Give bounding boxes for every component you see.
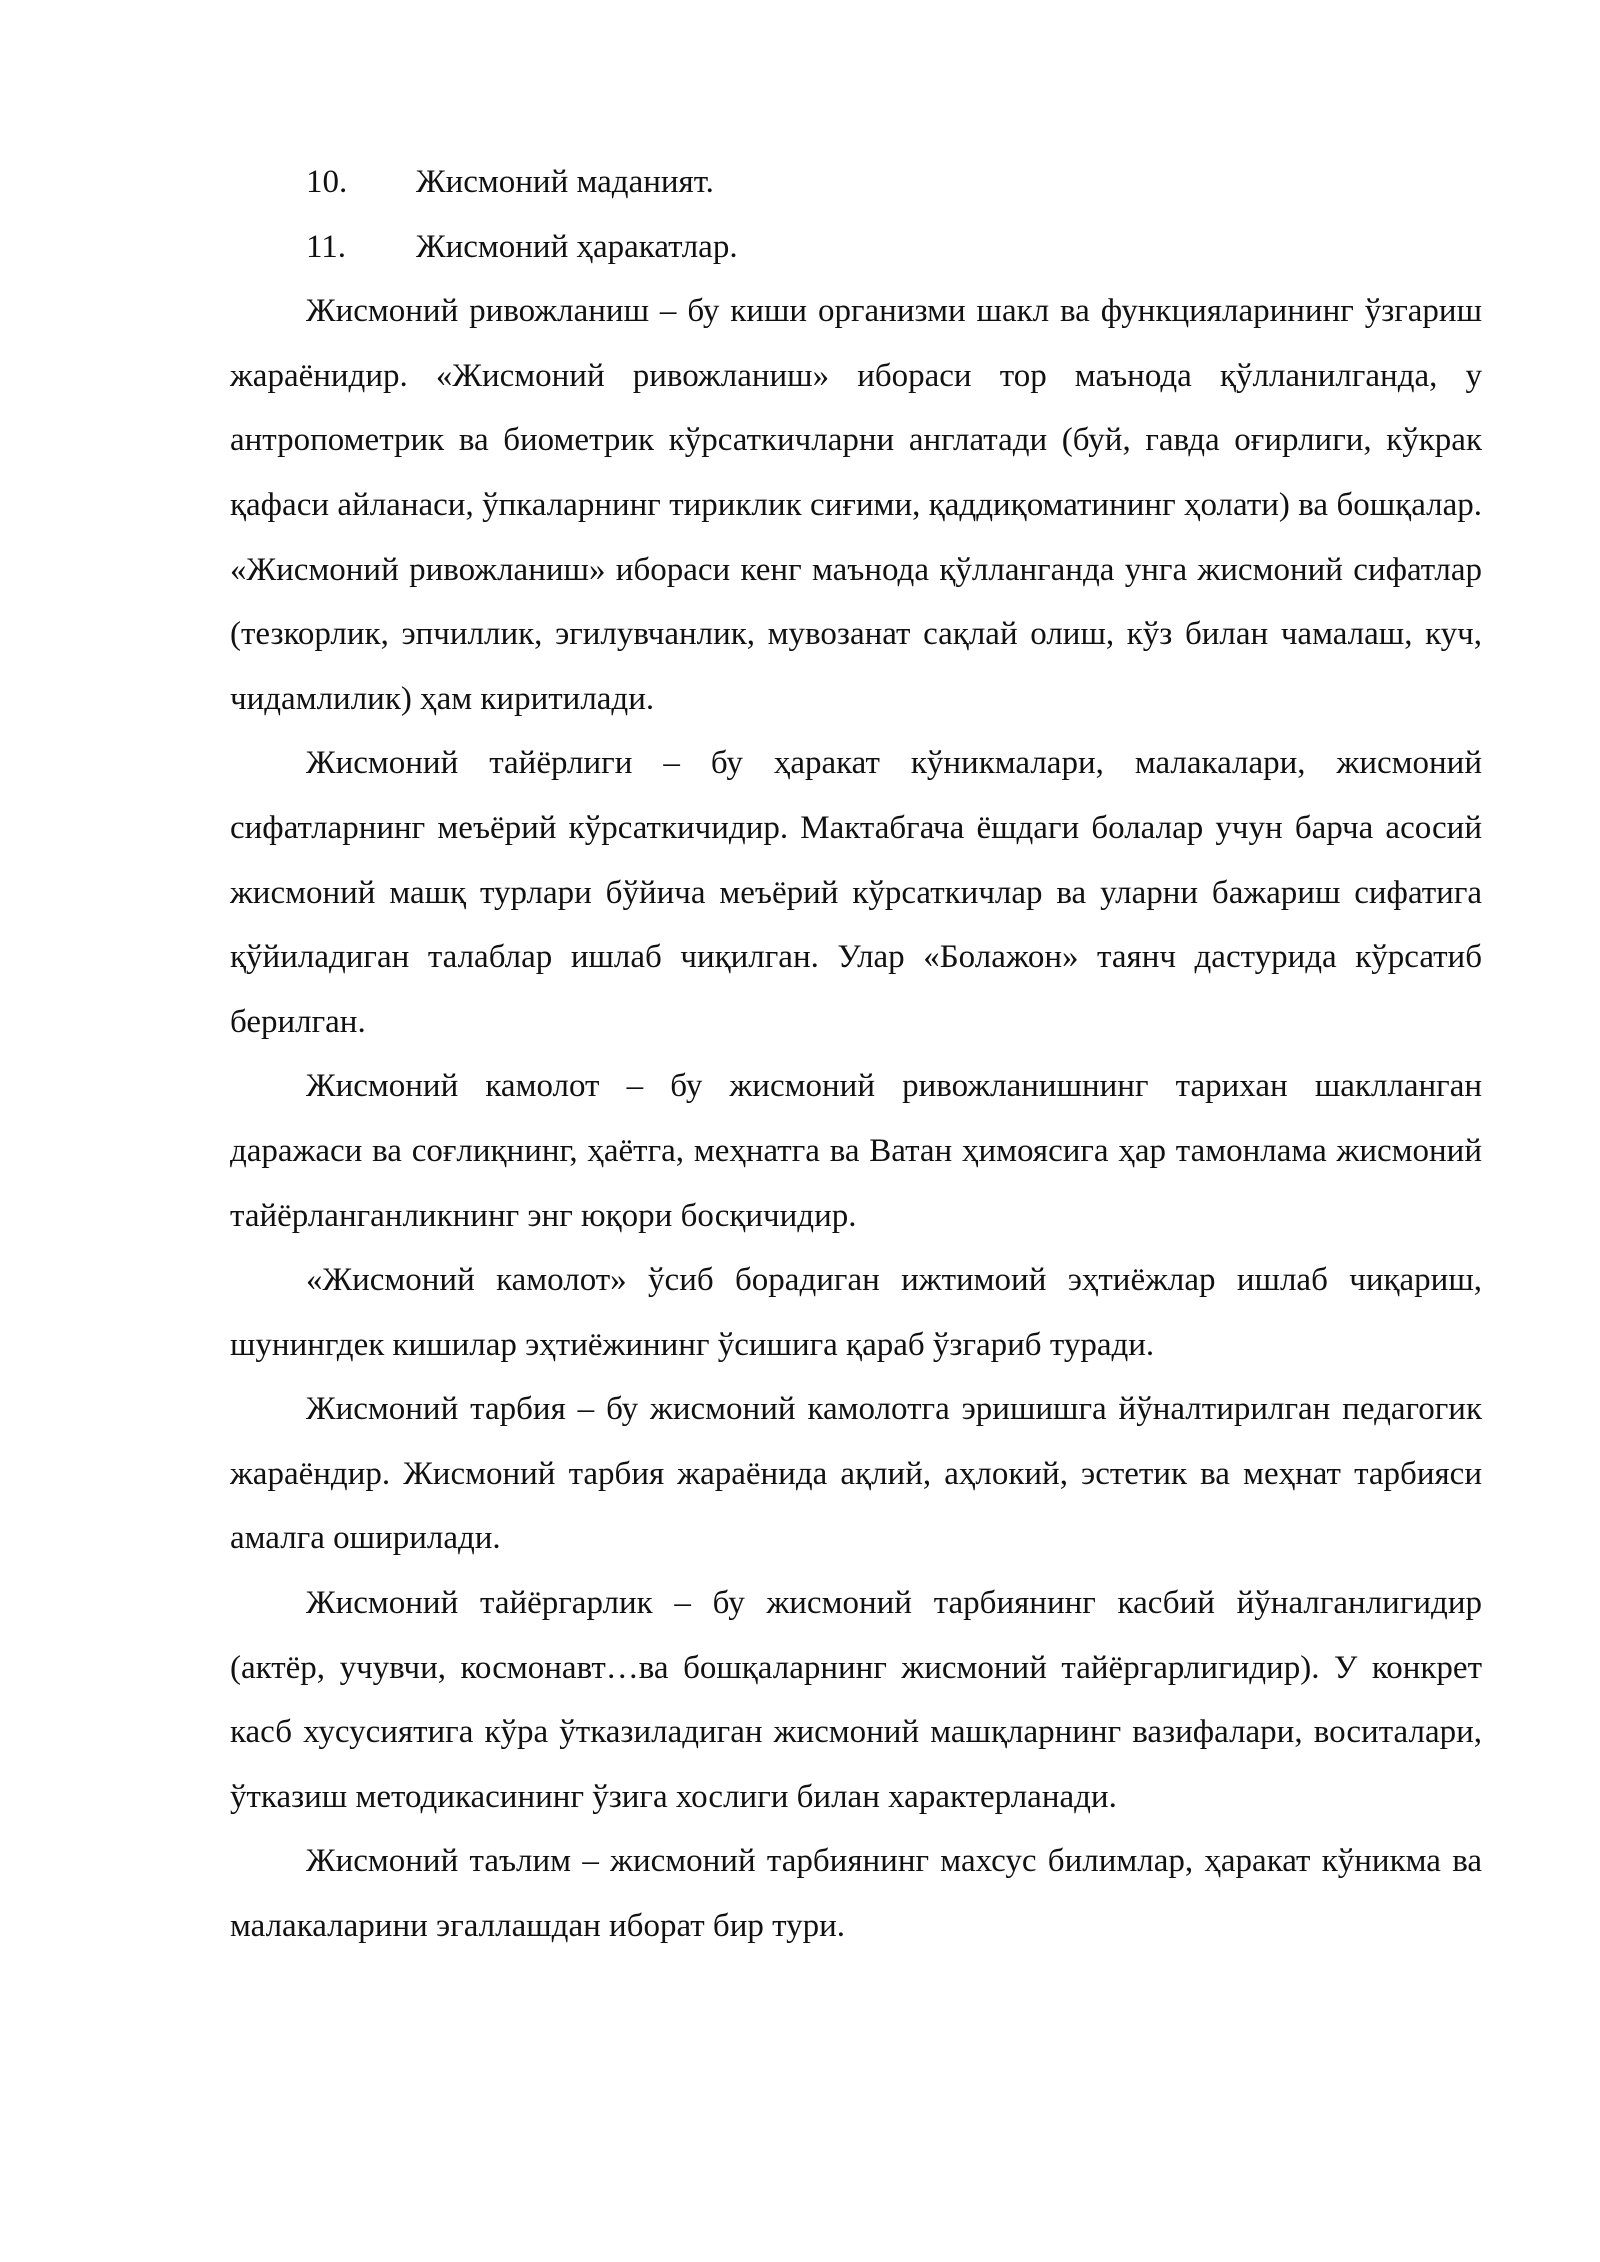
list-item-text: Жисмоний маданият.: [416, 164, 714, 200]
paragraph-perfection-change: «Жисмоний камолот» ўсиб борадиган ижтимоий эҳтиёжлар ишлаб чиқариш, шунингдек кишилар эҳтиёжининг ўсишига қараб ўзгариб туради.: [230, 1262, 1482, 1363]
paragraph-physical-instruction: Жисмоний таълим – жисмоний тарбиянинг махсус билимлар, ҳаракат кўникма ва малакаларини эгаллашдан иборат бир тури.: [230, 1843, 1482, 1945]
list-item-text: Жисмоний ҳаракатлар.: [416, 228, 738, 265]
list-item: [230, 150, 1482, 215]
paragraph-physical-fitness: Жисмоний тайёрлиги – бу ҳаракат кўникмалари, малакалари, жисмоний сифатларнинг меъёрий кўрсаткичидир. Мактабгача ёшдаги болалар учун барча асосий жисмоний машқ турлари бўйича меъёрий кўрсаткичлар ва уларни бажариш сифатига қўйиладиган талаблар ишлаб чиқилган. Улар «Болажон» таянч дастурида кўрсатиб берилган.: [230, 745, 1482, 1040]
list-item: [230, 215, 1482, 280]
paragraph-physical-perfection: Жисмоний камолот – бу жисмоний ривожланишнинг тарихан шаклланган даражаси ва соғлиқнинг, ҳаётга, меҳнатга ва Ватан ҳимоясига ҳар тамонлама жисмоний тайёрланганликнинг энг юқори босқичидир.: [230, 1068, 1482, 1234]
page-content: [230, 150, 1482, 1959]
paragraph-physical-training: Жисмоний тайёргарлик – бу жисмоний тарбиянинг касбий йўналганлигидир (актёр, учувчи, космонавт…ва бошқаларнинг жисмоний тайёргарлигидир). У конкрет касб хусусиятига кўра ўтказиладиган жисмоний машқларнинг вазифалари, воситалари, ўтказиш методикасининг ўзига хослиги билан характерланади.: [230, 1585, 1482, 1815]
list-item-number: 11.: [306, 228, 347, 265]
list-item-number: 10.: [306, 164, 348, 200]
paragraph-physical-education: Жисмоний тарбия – бу жисмоний камолотга эришишга йўналтирилган педагогик жараёндир. Жисмоний тарбия жараёнида ақлий, аҳлокий, эстетик ва меҳнат тарбияси амалга оширилади.: [230, 1391, 1482, 1557]
paragraph-physical-development: Жисмоний ривожланиш – бу киши организми шакл ва функцияларининг ўзгариш жараёнидир. «Жисмоний ривожланиш» ибораси тор маънода қўлланилганда, у антропометрик ва биометрик кўрсаткичларни англатади (буй, гавда оғирлиги, кўкрак қафаси айланаси, ўпкаларнинг тириклик сиғими, қаддиқоматининг ҳолати) ва бошқалар. «Жисмоний ривожланиш» ибораси кенг маънода қўлланганда унга жисмоний сифатлар (тезкорлик, эпчиллик, эгилувчанлик, мувозанат сақлай олиш, кўз билан чамалаш, куч, чидамлилик) ҳам киритилади.: [230, 293, 1482, 717]
